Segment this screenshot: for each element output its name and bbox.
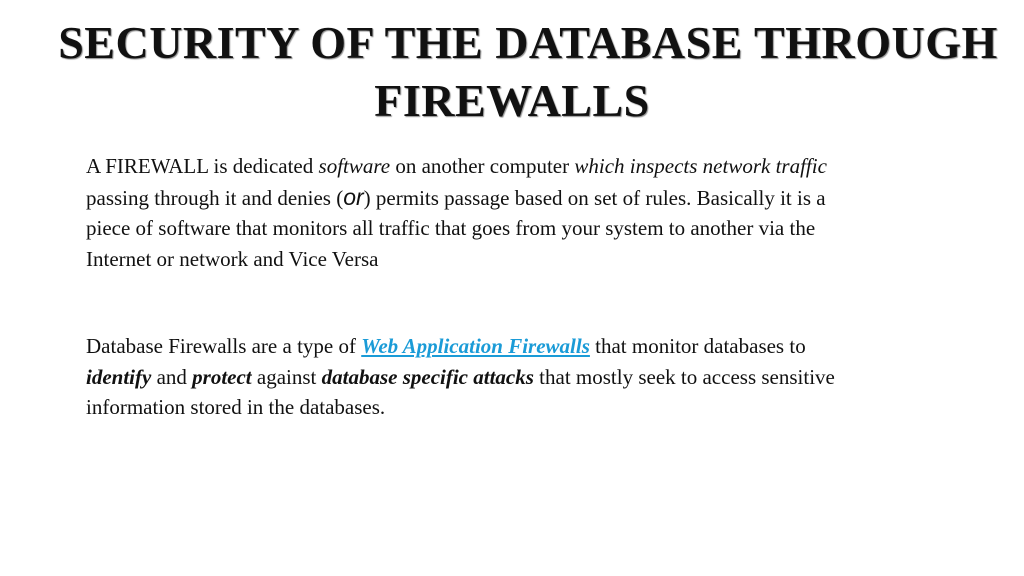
para2-text-5: that mostly seek to access sensitive information stored in the databases. [86, 364, 835, 419]
para1-text-2: on another computer [390, 154, 575, 178]
para2-text-2: that monitor databases to [589, 334, 806, 358]
software-emphasis: software [318, 154, 391, 178]
protect-emphasis: protect [192, 364, 252, 389]
para2-text-1: Database Firewalls are a type of [86, 334, 362, 358]
identify-emphasis: identify [86, 364, 152, 389]
slide-title [0, 14, 1024, 130]
para2-text-4: against [251, 364, 322, 389]
para2-text-3: and [151, 364, 193, 389]
para1-text-4: ) permits passage based on set of rules. Basically it is a piece of software that monitors all traffic that goes from your system to another via the Internet or network and Vice Versa [86, 185, 826, 271]
inspects-traffic-emphasis: which inspects network traffic [574, 154, 827, 178]
database-specific-attacks-emphasis: database specific attacks [321, 364, 534, 389]
slide-body [86, 151, 836, 423]
para1-text-3: passing through it and denies ( [86, 185, 344, 210]
or-emphasis: or [343, 183, 364, 210]
title-line-1: SECURITY OF THE DATABASE THROUGH [58, 17, 998, 68]
title-line-2: FIREWALLS [374, 75, 650, 126]
firewall-definition-paragraph [86, 151, 836, 274]
database-firewall-paragraph [86, 331, 836, 423]
web-application-firewalls-link[interactable]: Web Application Firewalls [361, 334, 590, 358]
para1-text-1: A FIREWALL is dedicated [86, 154, 319, 178]
